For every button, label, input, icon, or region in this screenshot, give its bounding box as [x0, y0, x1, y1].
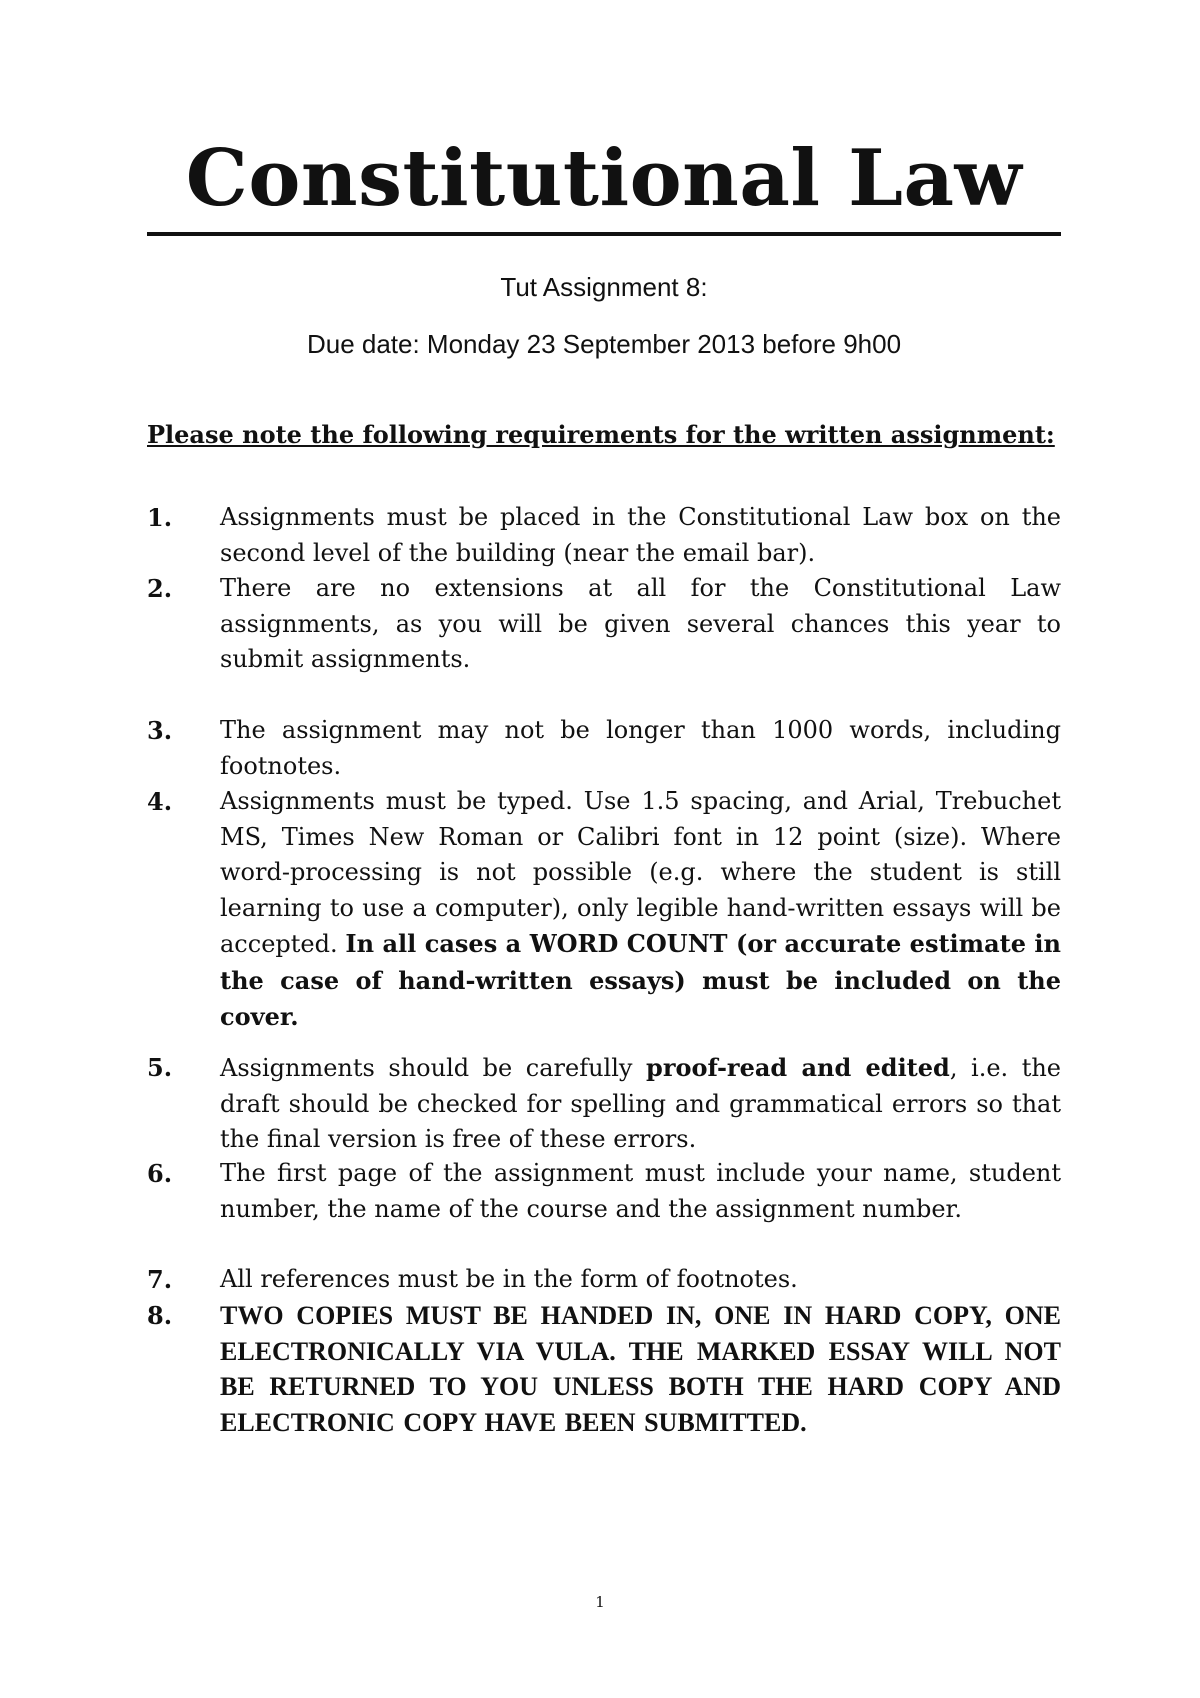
requirement-item-5	[147, 1050, 1061, 1158]
requirement-text	[220, 1050, 1061, 1158]
requirement-item-4	[147, 784, 1061, 1036]
requirement-number: 1.	[147, 503, 173, 532]
requirement-plain-text: Assignments must be typed. Use 1.5 spacing, and Arial, Trebuchet MS, Times New Roman or Calibri font in 12 point (size). Where word-processing is not possible (e.g. where the student is still learning to use a computer), only legible hand-written essays will be accepted.	[220, 787, 1061, 958]
document-title: Constitutional Law	[185, 133, 1023, 224]
word-count-emphasis: In all cases a WORD COUNT (or accurate estimate in the case of hand-written essays) must be included on the cover.	[220, 929, 1061, 1031]
requirement-item-8	[147, 1298, 1061, 1440]
requirement-number: 6.	[147, 1159, 173, 1188]
requirement-text: The assignment may not be longer than 1000 words, including footnotes.	[220, 716, 1061, 780]
requirement-text: All references must be in the form of footnotes.	[220, 1265, 798, 1293]
requirement-number: 5.	[147, 1053, 173, 1082]
requirement-item-7	[147, 1262, 1061, 1298]
requirement-text: The first page of the assignment must include your name, student number, the name of the course and the assignment number.	[220, 1159, 1061, 1223]
requirement-number: 8.	[147, 1301, 173, 1330]
requirement-text: Assignments must be placed in the Constitutional Law box on the second level of the building (near the email bar).	[220, 503, 1061, 567]
submission-warning: TWO COPIES MUST BE HANDED IN, ONE IN HARD COPY, ONE ELECTRONICALLY VIA VULA. THE MARKED ESSAY WILL NOT BE RETURNED TO YOU UNLESS BOTH THE HARD COPY AND ELECTRONIC COPY HAVE BEEN SUBMITTED.	[220, 1301, 1061, 1437]
requirement-text	[220, 784, 1061, 1036]
requirement-text: There are no extensions at all for the Constitutional Law assignments, as you will be given several chances this year to submit assignments.	[220, 574, 1061, 673]
requirement-number: 4.	[147, 787, 173, 816]
requirement-number: 7.	[147, 1265, 173, 1294]
requirement-item-1	[147, 500, 1061, 571]
title-underline-rule	[147, 232, 1061, 236]
requirement-number: 3.	[147, 716, 173, 745]
requirement-item-3	[147, 713, 1061, 784]
proofread-emphasis: proof-read and edited	[646, 1053, 950, 1082]
requirement-text-before: Assignments should be carefully	[220, 1054, 633, 1082]
page-number: 1	[595, 1593, 605, 1611]
requirement-text-after: , i.e. the draft should be checked for spelling and grammatical errors so that the final version is free of these errors.	[220, 1054, 1062, 1153]
requirement-item-6	[147, 1156, 1061, 1227]
assignment-subtitle: Tut Assignment 8:	[500, 272, 708, 302]
requirement-number: 2.	[147, 574, 173, 603]
due-date: Due date: Monday 23 September 2013 before 9h00	[306, 329, 902, 359]
requirement-item-2	[147, 571, 1061, 678]
requirements-heading: Please note the following requirements for the written assignment:	[147, 420, 1055, 449]
